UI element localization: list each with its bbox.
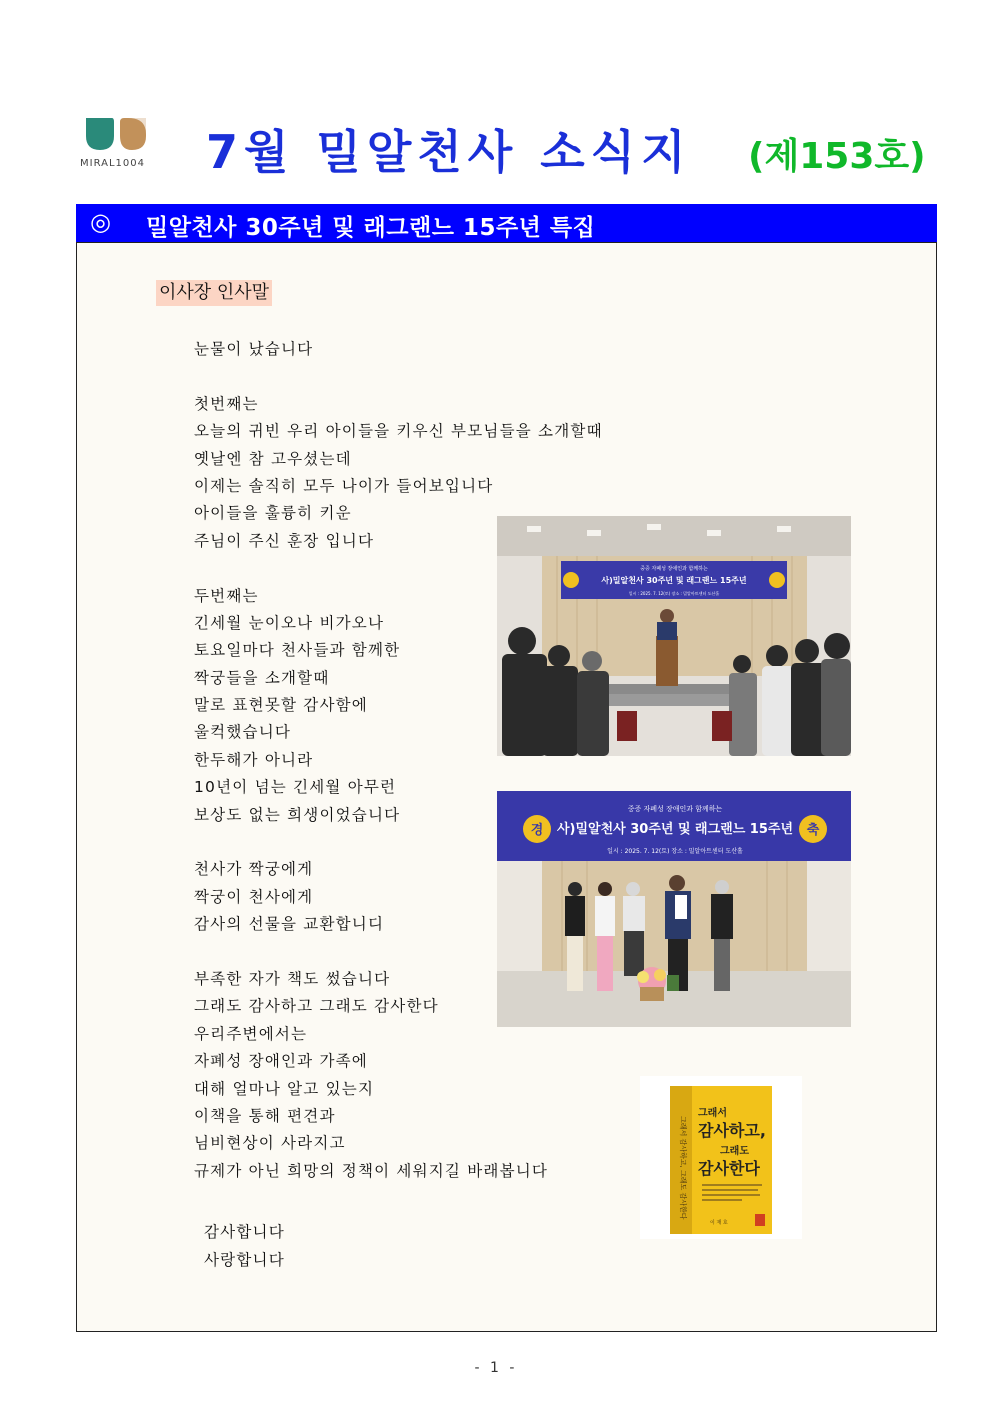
closing-text [204, 1218, 285, 1274]
photo2-caption-sub: 일시 : 2025. 7. 12(토) 장소 : 밀알아트센터 도산홀 [607, 848, 743, 855]
banner-title: 밀알천사 30주년 및 래그랜느 15주년 특집 [146, 215, 596, 241]
photo2-caption-main: 사)밀알천사 30주년 및 래그랜느 15주년 [556, 822, 794, 837]
book-author: 이 재 호 [710, 1220, 728, 1226]
poem-line: 주님이 주신 훈장 입니다 [194, 531, 375, 550]
poem-line: 대해 얼마나 알고 있는지 [194, 1079, 375, 1098]
poem-blank-line [194, 363, 614, 390]
double-circle-icon: ◎ [90, 208, 111, 236]
event-photo-speech [497, 516, 851, 756]
poem-line: 아이들을 훌륭히 키운 [194, 504, 352, 523]
poem-line: 옛날엔 참 고우셨는데 [194, 449, 352, 468]
poem-line: 보상도 없는 희생이었습니다 [194, 805, 401, 824]
poem-line: 그래도 감사하고 그래도 감사한다 [194, 997, 439, 1016]
photo1-caption-top: 중증 자폐성 장애인과 함께하는 [640, 566, 708, 572]
book-cover-image [640, 1076, 802, 1239]
issue-number: (제153호) [748, 136, 926, 177]
poem-line: 10년이 넘는 긴세월 아무런 [194, 778, 397, 797]
poem-line: 말로 표현못할 감사함에 [194, 696, 368, 715]
badge-right: 축 [806, 823, 820, 838]
book-line1: 그래서 [698, 1108, 727, 1119]
poem-line: 님비현상이 사라지고 [194, 1134, 346, 1153]
poem-line: 이제는 솔직히 모두 나이가 들어보입니다 [194, 476, 494, 495]
poem-line: 두번째는 [194, 586, 259, 605]
poem-line: 긴세월 눈이오나 비가오나 [194, 613, 385, 632]
closing-line: 사랑합니다 [204, 1251, 285, 1269]
poem-line: 감사의 선물을 교환합니디 [194, 915, 385, 934]
poem-line: 천사가 짝궁에게 [194, 860, 314, 879]
photo1-caption-main: 사)밀알천사 30주년 및 래그랜느 15주년 [601, 576, 747, 585]
logo-text: MIRAL1004 [80, 158, 145, 169]
miral-logo [80, 114, 160, 176]
poem-line: 부족한 자가 책도 썼습니다 [194, 969, 391, 988]
poem-line: 이책을 통해 편견과 [194, 1106, 336, 1125]
poem-line: 우리주변에서는 [194, 1024, 308, 1043]
poem-line: 자폐성 장애인과 가족에 [194, 1052, 368, 1071]
book-line3: 그래도 [720, 1146, 749, 1157]
poem-line: 오늘의 귀빈 우리 아이들을 키우신 부모님들을 소개할때 [194, 422, 603, 441]
poem-text [194, 336, 614, 1185]
poem-line: 울컥했습니다 [194, 723, 292, 742]
newsletter-title: 7월 밀알천사 소식지 [206, 125, 692, 179]
event-photo-group [497, 791, 851, 1027]
photo1-caption-sub: 일시 : 2025. 7. 12(토) 장소 : 밀알아트센터 도산홀 [628, 591, 720, 596]
photo2-caption-top: 중증 자폐성 장애인과 함께하는 [627, 805, 723, 813]
poem-line: 첫번째는 [194, 394, 259, 413]
section-heading: 이사장 인사말 [156, 280, 272, 306]
section-banner [76, 204, 937, 242]
book-line4: 감사한다 [698, 1159, 760, 1178]
book-line2: 감사하고, [698, 1121, 766, 1140]
leaf-logo-icon [84, 114, 150, 152]
poem-line: 짝궁이 천사에게 [194, 887, 314, 906]
closing-line: 감사합니다 [204, 1223, 285, 1241]
poem-line: 토요일마다 천사들과 함께한 [194, 641, 401, 660]
book-spine: 그래서 감사하고, 그래도 감사한다 [679, 1116, 687, 1220]
poem-line: 눈물이 났습니다 [194, 340, 314, 358]
poem-line: 한두해가 아니라 [194, 750, 314, 769]
badge-left: 경 [530, 823, 544, 838]
page-number: - 1 - [474, 1360, 518, 1376]
poem-line: 짝궁들을 소개할때 [194, 668, 330, 687]
poem-line: 규제가 아닌 희망의 정책이 세워지길 바래봅니다 [194, 1161, 549, 1180]
